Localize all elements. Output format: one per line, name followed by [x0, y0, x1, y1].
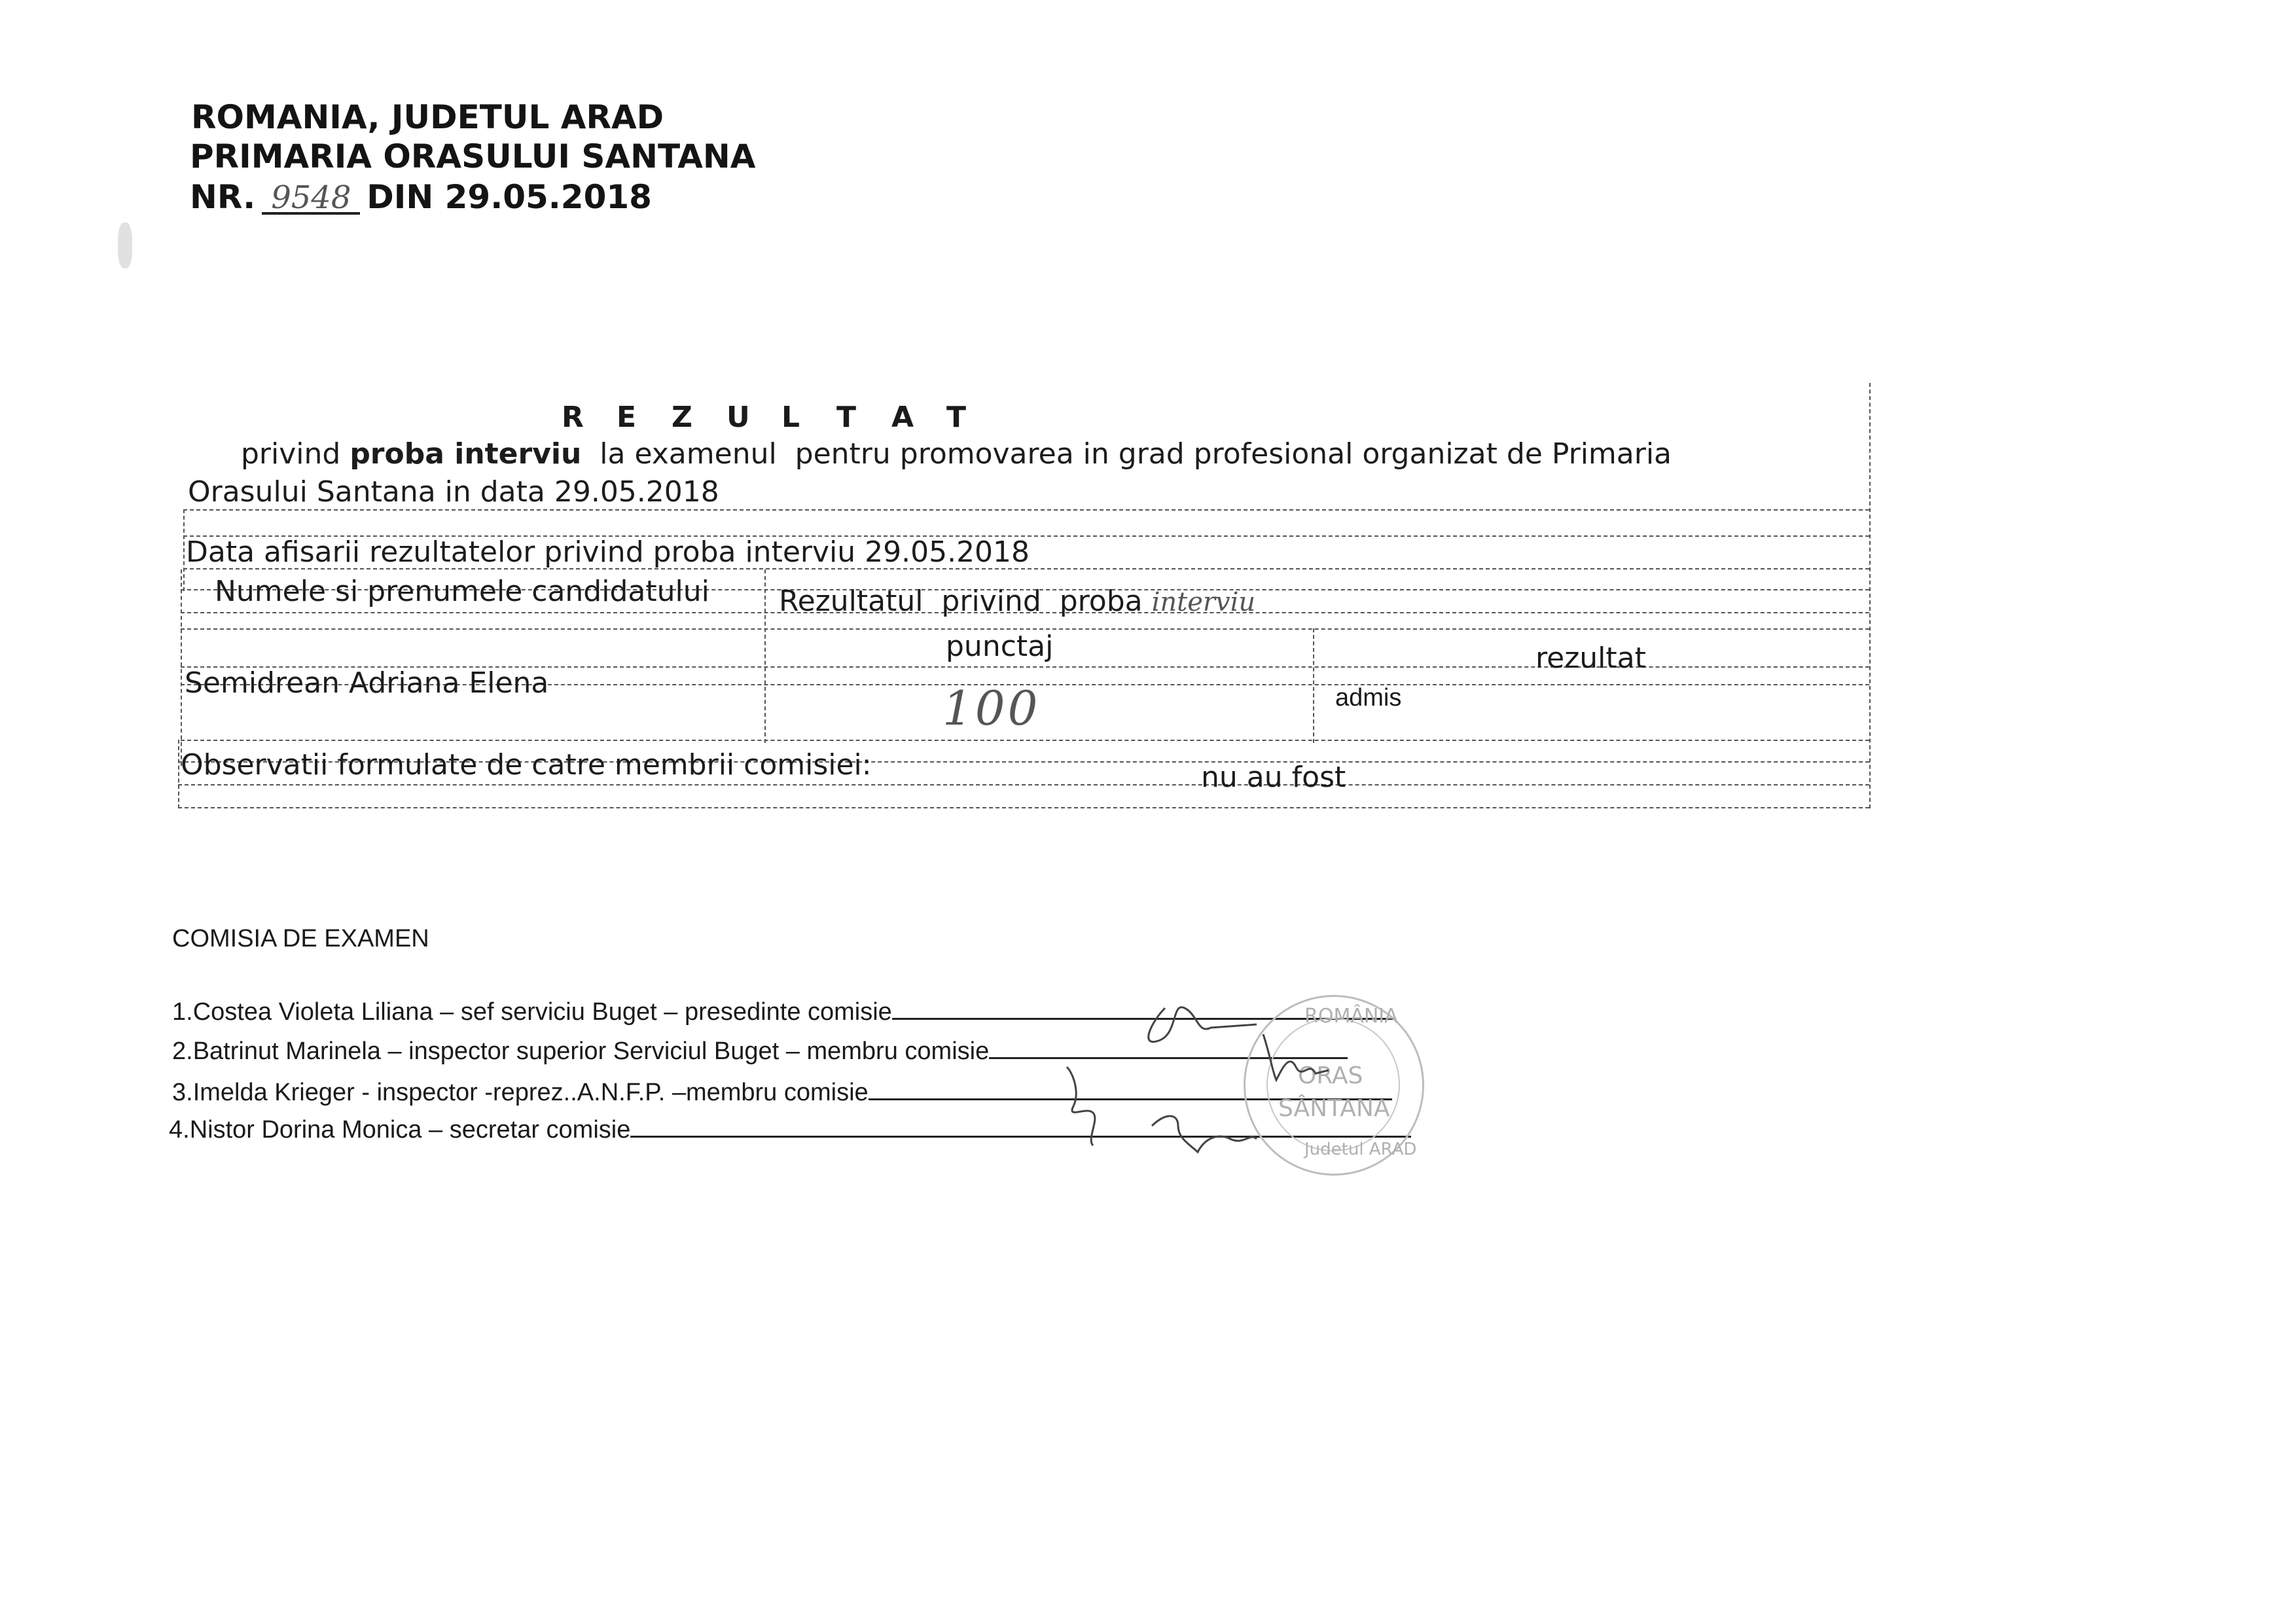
subtitle-bold: proba interviu	[350, 437, 582, 471]
header-county: ROMANIA, JUDETUL ARAD	[191, 98, 664, 136]
header-result-label: Rezultatul privind proba	[779, 585, 1143, 618]
stamp-text-bottom: Judetul ARAD	[1304, 1140, 1417, 1159]
header-result-handwritten: interviu	[1151, 587, 1256, 617]
table-rule	[181, 740, 1869, 741]
stamp-text-mid-2: SÂNTANA	[1278, 1095, 1390, 1122]
subtitle-line-2: Orasului Santana in data 29.05.2018	[188, 475, 719, 509]
header-candidate: Numele si prenumele candidatului	[215, 575, 709, 608]
title-letter: Z	[672, 401, 692, 434]
title-letter: T	[946, 401, 967, 434]
title-letter: L	[781, 401, 800, 434]
date-label: DIN 29.05.2018	[367, 178, 652, 216]
subtitle-line-1	[241, 437, 1672, 471]
nr-label: NR.	[190, 178, 256, 216]
member-1-text: 1.Costea Violeta Liliana – sef serviciu Buget – presedinte comisie	[172, 998, 892, 1026]
signature-4	[1152, 1116, 1257, 1152]
document-title	[562, 401, 1001, 434]
table-right-border	[1869, 383, 1871, 808]
candidate-score: 100	[942, 681, 1041, 736]
candidate-name: Semidrean Adriana Elena	[185, 666, 549, 700]
table-rule	[178, 807, 1869, 808]
subtitle-pre: privind	[241, 437, 350, 471]
title-letter: A	[891, 401, 914, 434]
table-rule	[183, 509, 1869, 511]
signature-3	[1067, 1067, 1095, 1146]
stamp-text-mid-1: ORAS	[1298, 1062, 1363, 1089]
header-institution: PRIMARIA ORASULUI SANTANA	[190, 137, 756, 175]
display-date-row: Data afisarii rezultatelor privind proba interviu 29.05.2018	[186, 535, 1030, 569]
commission-heading: COMISIA DE EXAMEN	[172, 925, 429, 952]
title-letter: U	[726, 401, 750, 434]
signature-1	[1149, 1007, 1257, 1042]
member-2-text: 2.Batrinut Marinela – inspector superior Serviciul Buget – membru comisie	[172, 1038, 990, 1065]
signatures	[982, 962, 1453, 1178]
title-letter: E	[617, 401, 637, 434]
table-left-border	[181, 569, 182, 766]
candidate-result: admis	[1335, 684, 1402, 712]
subtitle-post: la examenul pentru promovarea in grad profesional organizat de Primaria	[581, 437, 1672, 471]
title-letter: T	[836, 401, 857, 434]
table-col-divider	[1313, 628, 1314, 743]
nr-handwritten-value: 9548	[262, 183, 360, 215]
member-4-text: 4.Nistor Dorina Monica – secretar comisie	[169, 1116, 631, 1144]
signature-2	[1263, 1034, 1329, 1080]
observations-label: Observatii formulate de catre membrii comisiei:	[181, 748, 872, 782]
title-letter: R	[562, 401, 584, 434]
header-result	[779, 585, 1255, 618]
table-left-border	[183, 509, 185, 591]
table-rule	[178, 784, 1869, 785]
subheader-score: punctaj	[946, 630, 1054, 663]
stamp-text-top: ROMÂNIA	[1304, 1005, 1398, 1028]
table-left-border	[178, 740, 179, 808]
table-col-divider	[764, 569, 766, 743]
observations-value: nu au fost	[1201, 761, 1346, 794]
scan-smudge	[118, 223, 132, 268]
subheader-result: rezultat	[1535, 641, 1646, 675]
member-3-text: 3.Imelda Krieger - inspector -reprez..A.N.F.P. –membru comisie	[172, 1079, 869, 1106]
header-registration	[190, 178, 652, 216]
